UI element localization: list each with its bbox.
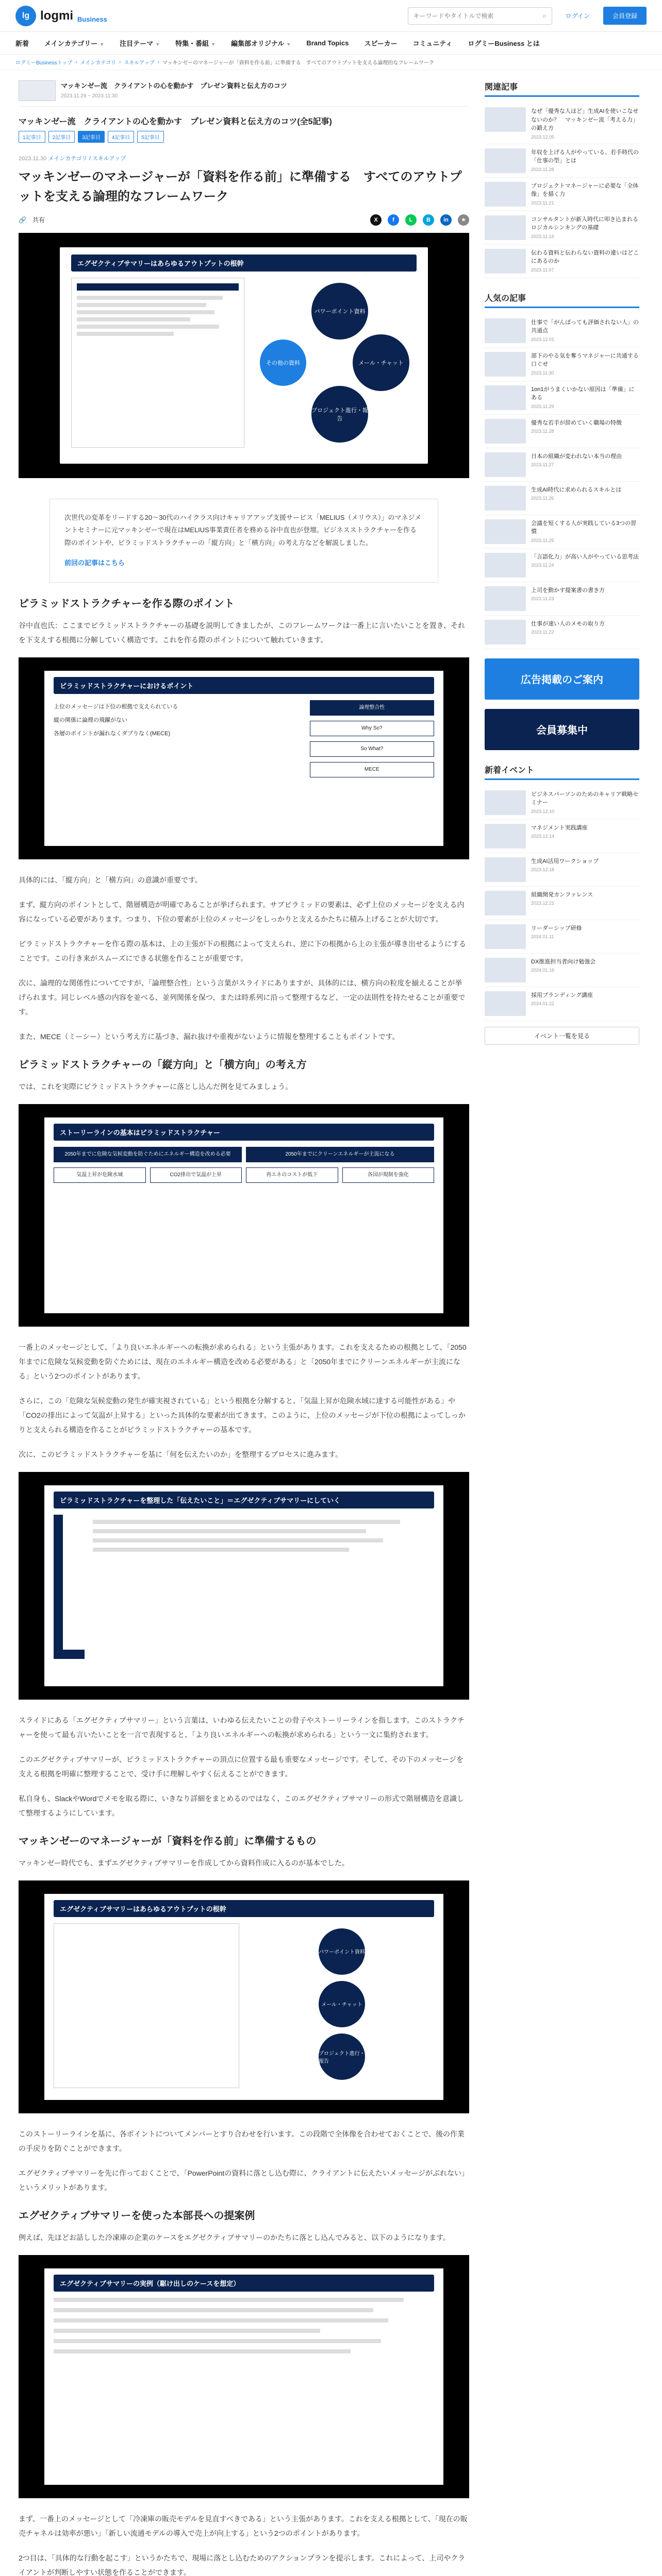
slide-label: So What? [310,741,434,757]
share-label: 共有 [32,216,45,224]
series-header-title: マッキンゼー流 クライアントの心を動かす プレゼン資料と伝え方のコツ [61,82,288,90]
side-article-title: 上司を動かす提案書の書き方 [531,587,605,594]
paragraph: さらに、この「危険な気候変動の発生が確実視されている」という根拠を分解すると、「気温上昇が危険水域に達する可能性がある」や「CO2の排出によって気温が上昇する」といった具体的な要素が出てきます。このように、上位のメッセージが下位の根拠によってしっかりと支えられる構造を作ることがピラミッドストラクチャーの基本です。 [19,1396,466,1434]
paragraph: ピラミッドストラクチャーを作る際の基本は、上の主張が下の根拠によって支えられ、逆に下の根拠から上の主張が導き出せるようにすることです。この行き来がスムーズにできる状態を作ることが重要です。 [19,939,466,962]
side-article-item[interactable] [485,348,639,381]
series-thumbnail [19,80,56,101]
slide-title: ストーリーラインの基本はピラミッドストラクチャー [54,1124,434,1141]
side-article-title: 日本の組織が変われない本当の理由 [531,453,622,460]
side-article-date: 2023.12.21 [531,901,555,906]
slide-image [19,2255,469,2498]
side-article-title: 生成AI時代に求められるスキルとは [531,486,622,493]
side-article-item[interactable] [485,853,639,887]
side-article-item[interactable] [485,103,639,144]
related-list [485,103,639,278]
article-meta [19,154,469,162]
side-article-title: 組織開発カンファレンス [531,891,593,898]
share-bar [19,214,469,226]
slide-box: 2050年までにクリーンエネルギーが主流になる [246,1147,434,1162]
article-title: マッキンゼーのマネージャーが「資料を作る前」に準備する すべてのアウトプットを支える論理的なフレームワーク [19,170,462,204]
slide-label: 論理整合性 [310,700,434,716]
hero-slide [19,233,469,478]
side-article-date: 2023.11.26 [531,496,554,501]
side-article-date: 2023.11.28 [531,429,554,434]
paragraph: 次に、論理的な関係性についてですが、「論理整合性」という言葉がスライドにありますが、具体的には、横方向の粒度を揃えることが挙げられます。同じレベル感の内容を並べる、並列関係を保つ、または時系列に沿って整理するなど、一定の法則性を持たせることが重要です。 [19,978,466,1016]
side-article-item[interactable] [485,582,639,616]
slide-node: メール・チャット [353,334,409,391]
header-actions [408,7,647,25]
side-article-title: 会議を短くする人が実践している3つの習慣 [531,520,637,535]
side-article-title: ビジネスパーソンのためのキャリア戦略セミナー [531,791,639,806]
bookmark-icon[interactable]: ★ [458,214,469,226]
nav-item-feature[interactable]: 特集・番組 ▼ [175,40,216,47]
side-article-title: なぜ「優秀な人ほど」生成AIを使いこなせないのか？ マッキンゼー流「考える力」の鍛え方 [531,108,639,131]
slide-doc-image [71,278,244,448]
slide-image [19,1880,469,2113]
paragraph: 谷中直也氏：ここまでピラミッドストラクチャーの基礎を説明してきましたが、このフレームワークは一番上に言いたいことを置き、それを下支えする根拠に分解していく構造です。これを作る際のポイントについて触れていきます。 [19,621,466,644]
slide-image [19,657,469,859]
slide-box: 再エネのコストが低下 [246,1167,338,1183]
side-article-title: 優秀な若手が辞めていく職場の特徴 [531,419,622,426]
member-banner[interactable]: 会員募集中 [485,709,639,750]
breadcrumb-current: マッキンゼーのマネージャーが「資料を作る前」に準備する すべてのアウトプットを支える論理的なフレームワーク [162,60,435,66]
side-article-date: 2024.01.22 [531,1001,555,1006]
facebook-share-icon[interactable]: f [388,214,399,226]
series-tab-active[interactable]: 3記事目 [78,131,105,143]
paragraph: 次に、このピラミッドストラクチャーを基に「何を伝えたいのか」を整理するプロセスに進みます。 [19,1450,343,1459]
side-article-item[interactable] [485,482,639,515]
breadcrumb-item[interactable]: ログミーBusinessトップ [15,60,73,66]
side-article-thumbnail [485,620,526,645]
register-button[interactable]: 会員登録 [603,7,647,25]
section-heading: エグゼクティブサマリーを使った本部長への提案例 [19,2210,255,2222]
side-article-date: 2024.01.11 [531,934,554,939]
side-article-item[interactable] [485,144,639,178]
slide-title: エグゼクティブサマリーはあらゆるアウトプットの根幹 [71,255,417,272]
section-heading: マッキンゼーのマネージャーが「資料を作る前」に準備するもの [19,1835,317,1847]
side-article-thumbnail [485,958,526,982]
search-box[interactable] [408,7,552,25]
article-body [19,595,469,2576]
lead-box [49,499,438,583]
side-article-date: 2023.12.01 [531,336,555,342]
side-article-thumbnail [485,857,526,882]
paragraph: まず、一番上のメッセージとして「冷凍庫の販売モデルを見直すべきである」という主張があります。これを支える根拠として、「現在の販売チャネルは効率が悪い」「新しい流通モデルの導入で売上が向上する」という2つのポイントがあります。 [19,2514,468,2537]
side-article-thumbnail [485,182,526,207]
side-article-date: 2023.11.29 [531,403,554,409]
slide-point: 各層のポイントが漏れなくダブりなく(MECE) [54,731,171,737]
ranking-list [485,314,639,649]
side-article-thumbnail [485,519,526,544]
slide-title: ピラミッドストラクチャーを整理した「伝えたいこと」＝エグゼクティブサマリーにしていく [54,1492,434,1509]
events-heading: 新着イベント [485,764,639,780]
side-article-thumbnail [485,891,526,916]
hatena-share-icon[interactable]: B [423,214,434,226]
side-article-date: 2023.11.27 [531,462,554,467]
side-article-thumbnail [485,452,526,477]
side-article-item[interactable] [485,920,639,954]
slide-node: プロジェクト進行・報告 [319,2033,365,2080]
search-icon[interactable]: ⌕ [542,11,547,20]
series-tab[interactable]: 2記事目 [48,131,75,143]
related-heading: 関連記事 [485,80,639,97]
nav-item-speaker[interactable]: スピーカー [364,40,398,47]
logo-word: logmi [40,8,73,23]
paragraph: スライドにある「エグゼクティブサマリー」という言葉は、いわゆる伝えたいことの骨子やストーリーラインを指します。このストラクチャーを使って最も言いたいことを一言で表現すると、「より良いエネルギーへの転換が求められる」という一文に集約されます。 [19,1716,465,1739]
breadcrumb-item[interactable]: スキルアップ [124,60,155,66]
series-tab[interactable]: 4記事目 [108,131,135,143]
side-article-thumbnail [485,824,526,849]
side-article-date: 2023.12.10 [531,808,555,814]
breadcrumb-item[interactable]: メインカテゴリ [80,60,117,66]
side-article-item[interactable] [485,549,639,582]
side-article-date: 2023.11.25 [531,537,554,543]
side-article-date: 2023.12.14 [531,834,555,839]
side-article-item[interactable] [485,887,639,920]
side-article-thumbnail [485,790,526,815]
nav-item-category[interactable]: メインカテゴリー ▼ [44,40,105,47]
chevron-down-icon: ▼ [211,42,216,47]
side-article-thumbnail [485,991,526,1016]
side-article-item[interactable] [485,786,639,820]
slide-label: Why So? [310,721,434,736]
section-heading: ピラミッドストラクチャーの「縦方向」と「横方向」の考え方 [19,1059,307,1071]
side-article-date: 2023.11.14 [531,233,554,239]
side-article-thumbnail [485,419,526,444]
side-article-thumbnail [485,924,526,949]
side-article-date: 2023.11.21 [531,200,554,206]
paragraph: では、これを実際にピラミッドストラクチャーに落とし込んだ例を見てみましょう。 [19,1082,293,1091]
side-article-title: プロジェクトマネージャーに必要な「全体像」を描く力 [531,182,639,197]
slide-diagram [255,278,417,448]
series-header-date: 2023.11.29 ~ 2023.11.30 [61,93,118,99]
paragraph: 私自身も、SlackやWordでメモを取る際に、いきなり詳細をまとめるのではなく、このエグゼクティブサマリーの形式で階層構造を意識して整理するようにしています。 [19,1794,465,1817]
side-article-thumbnail [485,352,526,377]
side-article-item[interactable] [485,987,639,1021]
side-article-date: 2023.12.05 [531,134,555,140]
side-article-thumbnail [485,107,526,132]
side-article-title: 伝わる資料と伝わらない資料の違いはどこにあるのか [531,249,639,264]
side-article-item[interactable] [485,178,639,211]
slide-box: 2050年までに危険な気候変動を防ぐためにエネルギー構造を改める必要 [54,1147,242,1162]
paragraph: 例えば、先ほどお話しした冷凍庫の企業のケースをエグゼクティブサマリーのかたちに落とし込んでみると、以下のようになります。 [19,2233,451,2242]
paragraph: まず、縦方向のポイントとして、階層構造が明確であることが挙げられます。サブピラミッドの要素は、必ず上位のメッセージを支える内容になっている必要があります。つまり、下位の要素が上位のメッセージをしっかりと支えるかたちに積み上げることが大切です。 [19,900,465,923]
slide-image [19,1104,469,1327]
slide-title: エグゼクティブサマリーの実例（駆け出しのケースを想定） [54,2275,434,2292]
nav-item-about[interactable]: ログミーBusiness とは [468,40,540,47]
side-article-thumbnail [485,249,526,274]
side-article-date: 2023.11.07 [531,267,554,273]
prev-article-link[interactable]: 前回の記事はこちら [64,558,125,567]
slide-label: MECE [310,762,434,777]
side-article-title: 採用ブランディング講座 [531,992,593,998]
chevron-down-icon: ▼ [286,42,291,47]
paragraph: また、MECE（ミーシー）という考え方に基づき、漏れ抜けや重複がないように情報を整理することもポイントです。 [19,1032,400,1041]
chevron-down-icon: ▼ [100,42,105,47]
search-input[interactable] [413,12,539,20]
side-article-date: 2023.11.30 [531,370,554,376]
side-article-title: 部下のやる気を奪うマネジャーに共通する口ぐせ [531,352,639,367]
line-share-icon[interactable]: L [405,214,417,226]
side-article-title: リーダーシップ研修 [531,925,582,931]
side-article-title: DX推進担当者向け勉強会 [531,958,596,965]
side-article-title: 生成AI活用ワークショップ [531,858,599,865]
slide-point: 縦の関係に論理の飛躍がない [54,717,127,723]
side-article-thumbnail [485,553,526,578]
site-logo[interactable] [15,6,107,26]
slide-title: ピラミッドストラクチャーにおけるポイント [54,677,434,694]
nav-item-brand[interactable]: Brand Topics [306,39,349,47]
ranking-heading: 人気の記事 [485,292,639,308]
side-article-item[interactable] [485,245,639,278]
linkedin-share-icon[interactable]: in [440,214,452,226]
side-article-thumbnail [485,385,526,410]
events-more-button[interactable]: イベント一覧を見る [485,1027,639,1045]
side-article-title: コンサルタントが新人時代に叩き込まれるロジカルシンキングの基礎 [531,216,639,231]
paragraph: エグゼクティブサマリーを先に作っておくことで、「PowerPointの資料に落とし込む際に、クライアントに伝えたいメッセージがぶれない」というメリットがあります。 [19,2168,469,2192]
side-article-thumbnail [485,586,526,611]
slide-box: 各国が規制を強化 [342,1167,435,1183]
side-article-title: 年収を上げる人がやっている、若手時代の「仕事の型」とは [531,149,639,164]
breadcrumb: ログミーBusinessトップ › メインカテゴリ › スキルアップ › マッキンゼーのマネージャーが「資料を作る前」に準備する すべてのアウトプットを支える論理的なフレームワーク [0,55,662,70]
series-tab[interactable]: 1記事目 [19,131,45,143]
side-article-item[interactable] [485,381,639,415]
slide-point: 上位のメッセージは下位の根拠で支えられている [54,703,178,710]
slide-title: エグゼクティブサマリーはあらゆるアウトプットの根幹 [54,1900,434,1917]
side-article-date: 2023.11.28 [531,166,554,172]
paragraph: このエグゼクティブサマリーが、ピラミッドストラクチャーの頂点に位置する最も重要なメッセージです。そして、その下のメッセージを支える根拠を明確に整理することで、受け手に理解しやすく伝えることができます。 [19,1755,464,1778]
main-nav [0,32,662,55]
paragraph: 一番上のメッセージとして、「より良いエネルギーへの転換が求められる」という主張があります。これを支えるための根拠として、「2050年までに危険な気候変動を防ぐためには、現在のエネルギー構造を改める必要がある」と「2050年までにクリーンエネルギーが主流になる」という2つのポイントがあります。 [19,1343,467,1380]
side-article-item[interactable] [485,448,639,482]
slide-image [19,1472,469,1700]
slide-node: プロジェクト進行・報告 [311,386,368,443]
side-article-item[interactable] [485,314,639,348]
series-header[interactable] [19,80,469,107]
side-article-date: 2024.01.16 [531,968,555,973]
side-article-thumbnail [485,148,526,173]
slide-box: CO2排出で気温が上昇 [150,1167,242,1183]
nav-item-theme[interactable]: 注目テーマ ▼ [120,40,160,47]
top-header [0,0,662,32]
side-article-title: 仕事が速い人のメモの取り方 [531,620,605,627]
slide-box: 気温上昇が危険水域 [54,1167,146,1183]
paragraph: 2つ目は、「具体的な行動を起こす」というかたちで、現場に落とし込むためのアクションプランを提示します。これによって、上司やクライアントが判断しやすい状態を作ることができます。 [19,2553,466,2576]
x-share-icon[interactable]: X [370,214,382,226]
side-article-title: 仕事で「がんばっても評価されない人」の共通点 [531,319,639,334]
login-button[interactable]: ログイン [565,12,590,20]
side-article-date: 2023.11.22 [531,630,554,635]
side-article-title: 1on1がうまくいかない原因は「準備」にある [531,386,635,401]
side-article-title: 「言語化力」が高い人がやっている思考法 [531,553,639,560]
side-article-thumbnail [485,486,526,511]
paragraph: マッキンゼー時代でも、まずエグゼクティブサマリーを作成してから資料作成に入るのが基本でした。 [19,1858,349,1867]
logo-mark-icon: lg [15,6,36,26]
article-date: 2023.11.30 [19,156,47,162]
side-article-item[interactable] [485,515,639,549]
paragraph: このストーリーラインを基に、各ポイントについてメンバーとすり合わせを行います。この段階で全体像を合わせておくことで、後の作業の手戻りを防ぐことができます。 [19,2129,465,2153]
section-heading: ピラミッドストラクチャーを作る際のポイント [19,598,235,609]
slide-node: パワーポイント資料 [319,1928,365,1975]
side-article-date: 2023.11.24 [531,563,554,568]
ad-banner[interactable]: 広告掲載のご案内 [485,658,639,700]
side-article-date: 2023.11.23 [531,596,554,601]
paragraph: 具体的には、「縦方向」と「横方向」の意識が重要です。 [19,875,202,884]
nav-item-community[interactable]: コミュニティ [412,40,453,47]
side-article-thumbnail [485,215,526,240]
article-column [15,80,469,2576]
side-article-title: マネジメント実践講座 [531,824,588,831]
article-category[interactable]: メインカテゴリ / スキルアップ [48,156,126,162]
chevron-down-icon: ▼ [155,42,160,47]
side-article-date: 2023.12.18 [531,867,555,872]
nav-item-new[interactable]: 新着 [15,40,29,47]
series-tab[interactable]: 5記事目 [137,131,164,143]
series-title: マッキンゼー流 クライアントの心を動かす プレゼン資料と伝え方のコツ(全5記事) [19,117,332,126]
side-article-item[interactable] [485,616,639,649]
side-article-item[interactable] [485,415,639,448]
nav-item-original[interactable]: 編集部オリジナル ▼ [231,40,291,47]
side-article-thumbnail [485,318,526,343]
events-list [485,786,639,1021]
series-tabs [19,131,469,143]
side-article-item[interactable] [485,820,639,853]
lead-text: 次世代の変革をリードする20〜30代のハイクラス向けキャリアアップ支援サービス「MELIUS（メリウス）」のマネジメントセミナーに元マッキンゼーで現在はMELIUS事業責任者を務める谷中直也が登壇。ビジネスストラクチャーを作る際のポイントや、ピラミッドストラクチャーの「縦方向」と「横方向」の考え方などを解説しました。 [64,513,422,547]
slide-node: パワーポイント資料 [311,283,368,340]
side-article-item[interactable] [485,211,639,245]
side-article-item[interactable] [485,954,639,987]
sidebar [485,80,639,2576]
slide-node: メール・チャット [319,1981,365,2027]
slide-node: その他の資料 [260,340,306,386]
link-icon[interactable]: 🔗 [19,216,26,224]
logo-sub: Business [77,15,107,23]
